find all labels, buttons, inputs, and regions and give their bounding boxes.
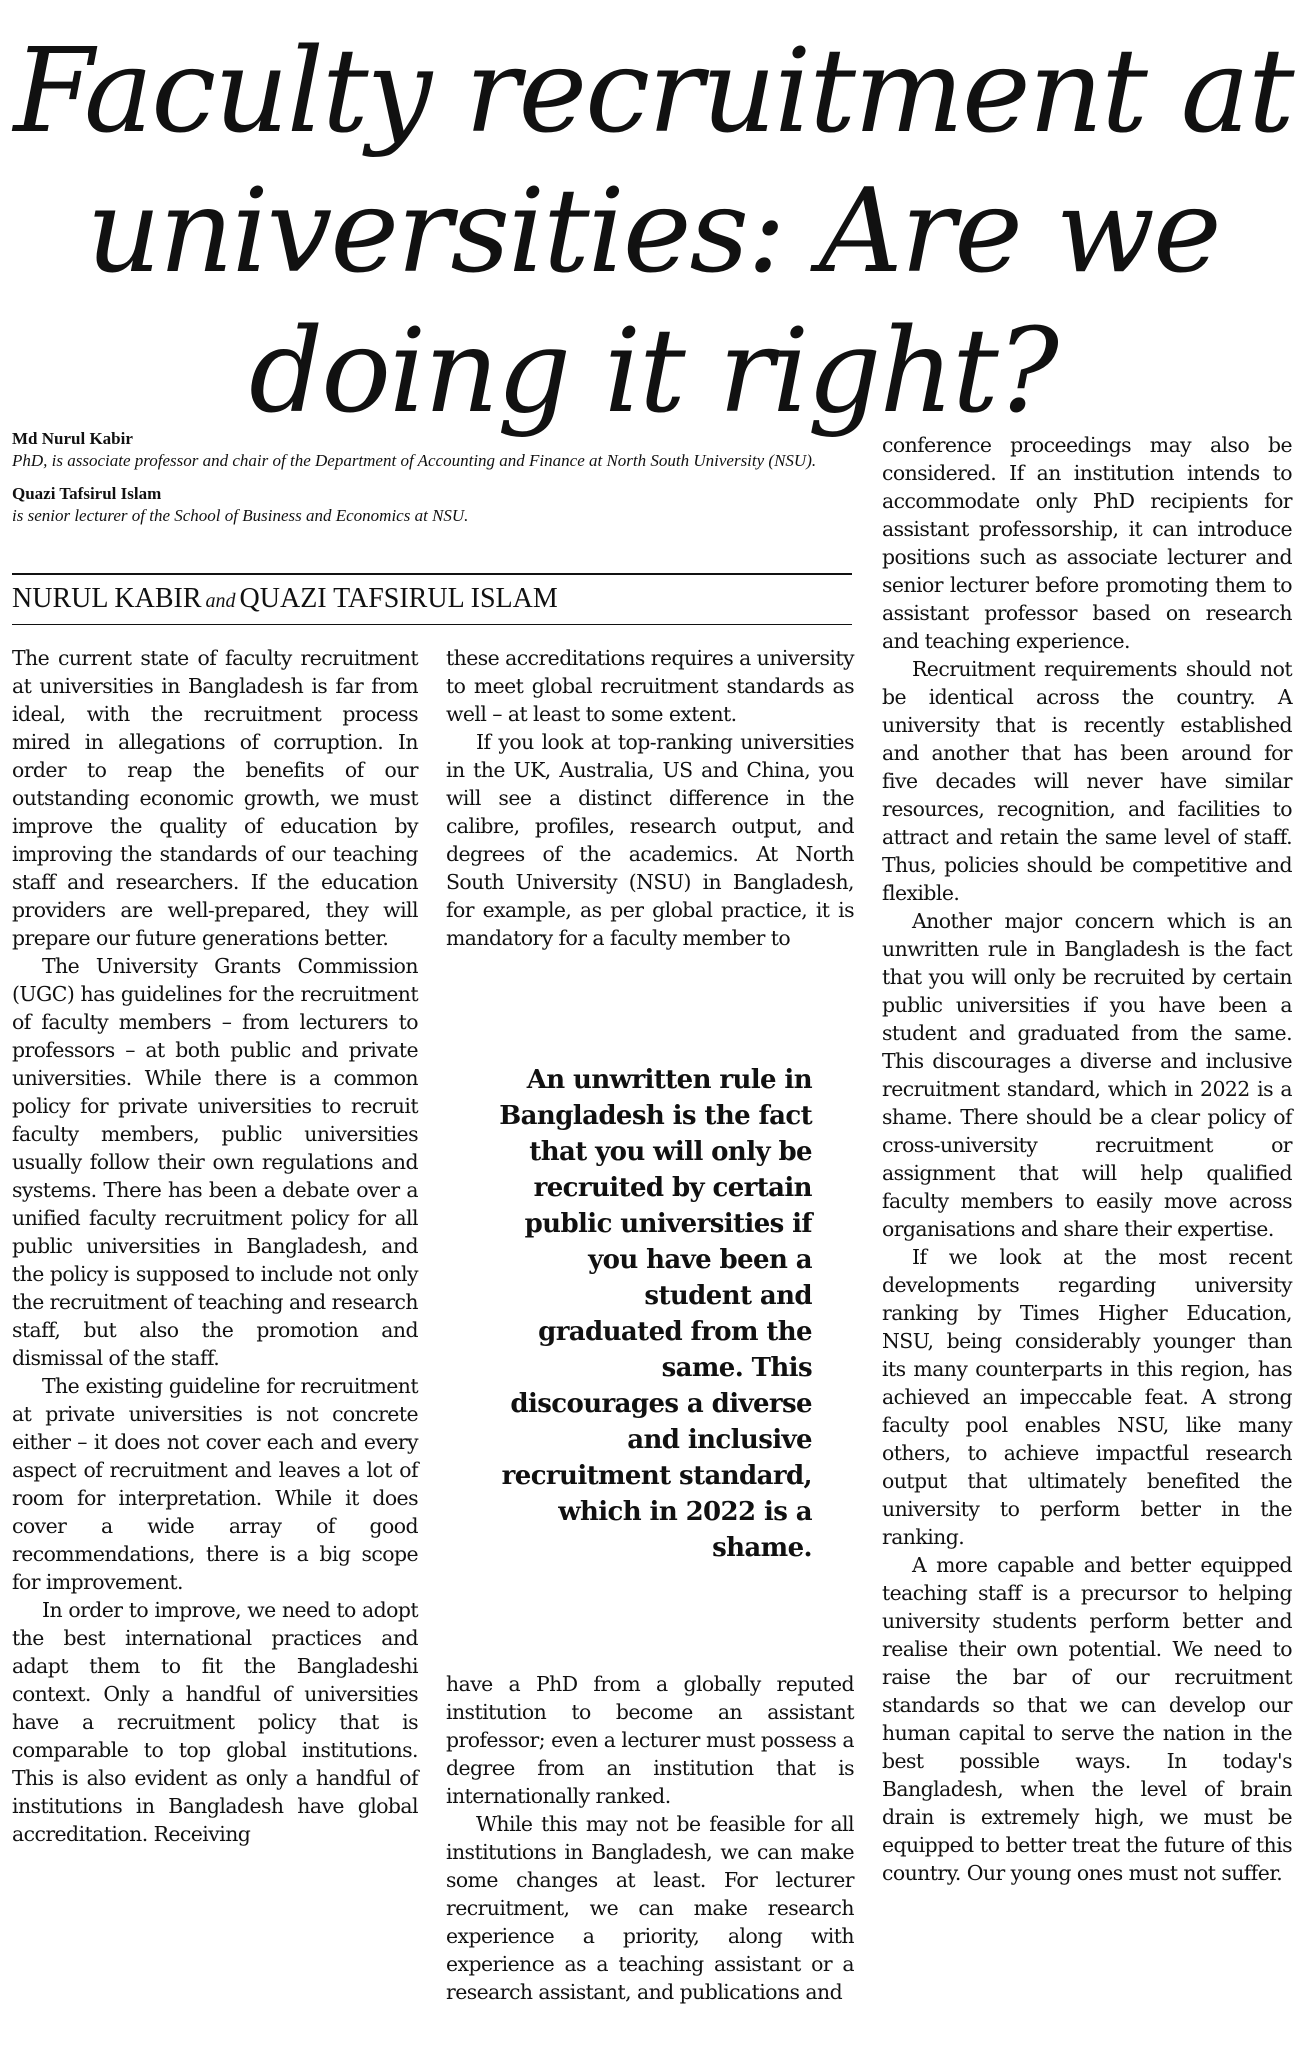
paragraph: If you look at top-ranking universities in the UK, Australia, US and China, you will see a distinct difference in the calibre, profiles, research output, and degrees of the academics. At North South University (NSU) in Bangladesh, for example, as per global practice, it is mandatory for a faculty member to: [446, 730, 854, 950]
author-name: Quazi Tafsirul Islam: [12, 484, 162, 503]
byline-author-1: NURUL KABIR: [12, 583, 202, 614]
headline: Faculty recruitment at universities: Are we doing it right?: [13, 24, 1293, 439]
pull-quote: An unwritten rule in Bangladesh is the fact that you will only be recruited by certain public universities if you have been a student and graduated from the same. This discourages a diverse and inclusive recruitment standard, which in 2022 is a shame.: [499, 1065, 812, 1563]
paragraph: A more capable and better equipped teaching staff is a precursor to helping university students perform better and realise their own potential. We need to raise the bar of our recruitment standards so that we can develop our human capital to serve the nation in the best possible ways. In today's Bangladesh, when the level of brain drain is extremely high, we must be equipped to better treat the future of this country. Our young ones must not suffer.: [882, 1553, 1292, 1885]
paragraph: conference proceedings may also be considered. If an institution intends to accommodate only PhD recipients for assistant professorship, it can introduce positions such as associate lecturer and senior lecturer before promoting them to assistant professor based on research and teaching experience.: [882, 433, 1292, 653]
paragraph: The current state of faculty recruitment at universities in Bangladesh is far from ideal, with the recruitment process mired in allegations of corruption. In order to reap the benefits of our outstanding economic growth, we must improve the quality of education by improving the standards of our teaching staff and researchers. If the education providers are well-prepared, they will prepare our future generations better.: [12, 646, 418, 950]
byline-bottom-rule: [12, 624, 852, 625]
paragraph: have a PhD from a globally reputed institution to become an assistant professor; even a lecturer must possess a degree from an institution that is internationally ranked.: [446, 1672, 854, 1808]
paragraph: The University Grants Commission (UGC) has guidelines for the recruitment of faculty members – from lecturers to professors – at both public and private universities. While there is a common policy for private universities to recruit faculty members, public universities usually follow their own regulations and systems. There has been a debate over a unified faculty recruitment policy for all public universities in Bangladesh, and the policy is supposed to include not only the recruitment of teaching and research staff, but also the promotion and dismissal of the staff.: [12, 954, 419, 1370]
article-column-1: [12, 644, 418, 1848]
byline: [12, 581, 852, 619]
author-name: Md Nurul Kabir: [12, 429, 133, 448]
paragraph: If we look at the most recent developments regarding university ranking by Times Higher Education, NSU, being considerably younger than its many counterparts in this region, has achieved an impeccable feat. A strong faculty pool enables NSU, like many others, to achieve impactful research output that ultimately benefited the university to perform better in the ranking.: [882, 1245, 1292, 1549]
byline-author-2: QUAZI TAFSIRUL ISLAM: [239, 583, 558, 614]
article-column-2-bottom: [446, 1670, 854, 2006]
paragraph: In order to improve, we need to adopt the best international practices and adapt them to fit the Bangladeshi context. Only a handful of universities have a recruitment policy that is comparable to top global institutions. This is also evident as only a handful of institutions in Bangladesh have global accreditation. Receiving: [12, 1598, 418, 1846]
article-column-3: [882, 431, 1292, 1887]
byline-top-rule: [12, 573, 852, 575]
author-bio: is senior lecturer of the School of Business and Economics at NSU.: [12, 506, 469, 525]
paragraph: The existing guideline for recruitment at private universities is not concrete either – it does not cover each and every aspect of recruitment and leaves a lot of room for interpretation. While it does cover a wide array of good recommendations, there is a big scope for improvement.: [12, 1374, 418, 1594]
paragraph: While this may not be feasible for all institutions in Bangladesh, we can make some changes at least. For lecturer recruitment, we can make research experience a priority, along with experience as a teaching assistant or a research assistant, and publications and: [446, 1812, 854, 2004]
author-bios: [12, 428, 852, 538]
paragraph: these accreditations requires a university to meet global recruitment standards as well – at least to some extent.: [446, 646, 854, 726]
byline-conjunction: and: [205, 590, 236, 612]
article-column-2-top: [446, 644, 854, 952]
author-bio: PhD, is associate professor and chair of the Department of Accounting and Finance at North South University (NSU).: [12, 451, 817, 470]
paragraph: Another major concern which is an unwritten rule in Bangladesh is the fact that you will only be recruited by certain public universities if you have been a student and graduated from the same. This discourages a diverse and inclusive recruitment standard, which in 2022 is a shame. There should be a clear policy of cross-university recruitment or assignment that will help qualified faculty members to easily move across organisations and share their expertise.: [882, 909, 1292, 1241]
paragraph: Recruitment requirements should not be identical across the country. A university that is recently established and another that has been around for five decades will never have similar resources, recognition, and facilities to attract and retain the same level of staff. Thus, policies should be competitive and flexible.: [882, 657, 1292, 905]
